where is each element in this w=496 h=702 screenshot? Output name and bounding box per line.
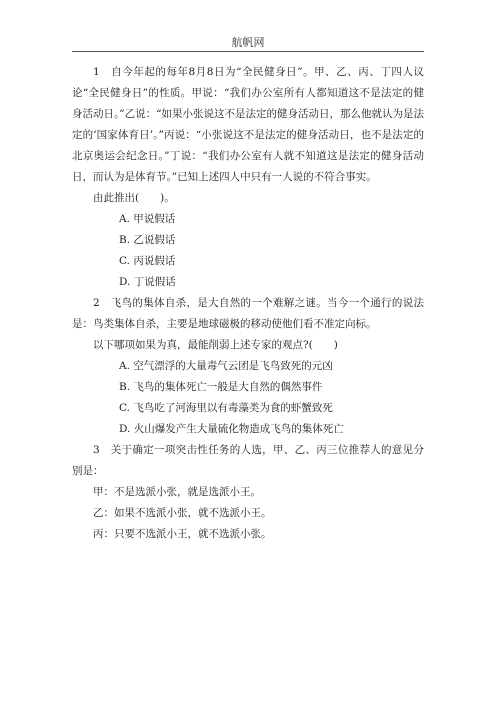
question-3-line-1: 甲：不是选派小张，就是选派小王。: [93, 486, 261, 498]
question-3-stem: 3 关于确定一项突击性任务的人选，甲、乙、丙三位推荐人的意见分别是：: [72, 444, 424, 477]
question-2-option-a: A. 空气漂浮的大量毒气云团是飞鸟致死的元凶: [119, 360, 333, 372]
question-2-option-c: C. 飞鸟吃了河海里以有毒藻类为食的虾蟹致死: [119, 402, 333, 414]
question-1-option-c: C. 丙说假话: [119, 255, 176, 267]
question-1-option-d: D. 丁说假话: [119, 276, 176, 288]
question-1-stem: 1 自今年起的每年8月8日为“全民健身日”。甲、乙、丙、丁四人议论“全民健身日”的性质。甲说：“我们办公室所有人都知道这不是法定的健身活动日。”乙说：“如果小张说这不是法定的健身活动日，那么他就认为是法定的‘国家体育日’。”丙说：“小张说这不是法定的健身活动日，也不是法定的北京奥运会纪念日。”丁说：“我们办公室有人就不知道这是法定的健身活动日，而认为是体育节。”已知上述四人中只有一人说的不符合事实。: [72, 66, 424, 183]
document-body: [72, 62, 424, 545]
question-2-option-d: D. 火山爆发产生大量硫化物造成飞鸟的集体死亡: [119, 423, 344, 435]
question-1-option-b: B. 乙说假话: [119, 234, 176, 246]
question-2-stem: 2 飞鸟的集体自杀，是大自然的一个难解之谜。当今一个通行的说法是：鸟类集体自杀，主要是地球磁极的移动使他们看不准定向标。: [72, 297, 424, 330]
question-2-option-b: B. 飞鸟的集体死亡一般是大自然的偶然事件: [119, 381, 323, 393]
question-3-line-2: 乙：如果不选派小张，就不选派小王。: [93, 507, 272, 519]
page-header-title: 航帆网: [231, 36, 265, 49]
header-divider: [72, 51, 424, 52]
question-1-option-a: A. 甲说假话: [119, 213, 176, 225]
question-3-line-3: 丙：只要不选派小王，就不选派小张。: [93, 528, 272, 540]
question-1-prompt: 由此推出( )。: [93, 192, 175, 204]
question-2-prompt: 以下哪项如果为真，最能削弱上述专家的观点?( ): [93, 339, 338, 351]
